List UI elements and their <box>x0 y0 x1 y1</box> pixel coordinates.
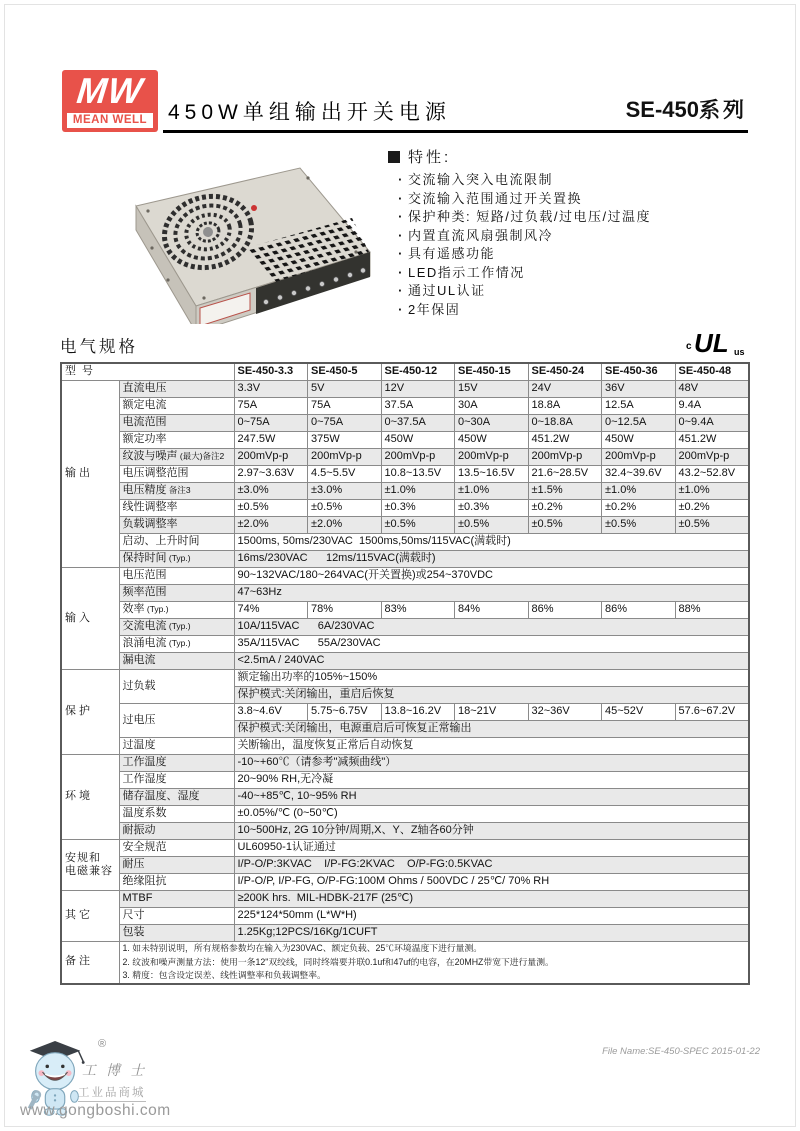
spec-value-span: 47~63Hz <box>234 585 749 602</box>
spec-value-span: 关断输出，温度恢复正常后自动恢复 <box>234 738 749 755</box>
model-column-label: 型号 <box>61 363 234 381</box>
row-label: 包装 <box>119 925 234 942</box>
spec-value: 200mVp-p <box>308 449 382 466</box>
spec-row <box>61 500 749 517</box>
spec-row <box>61 704 749 721</box>
spec-row <box>61 840 749 857</box>
spec-value: 450W <box>602 432 676 449</box>
logo-mean-well-text: MEAN WELL <box>67 113 153 128</box>
spec-value-span: 10A/115VAC 6A/230VAC <box>234 619 749 636</box>
spec-value: 0~75A <box>308 415 382 432</box>
spec-value-span: 16ms/230VAC 12ms/115VAC(满载时) <box>234 551 749 568</box>
feature-text: 2年保固 <box>408 301 461 317</box>
spec-row <box>61 755 749 772</box>
spec-value-span: 额定输出功率的105%~150% <box>234 670 749 687</box>
spec-value: 200mVp-p <box>528 449 602 466</box>
feature-text: 交流输入范围通过开关置换 <box>408 190 583 206</box>
model-name: SE-450-36 <box>602 363 676 381</box>
row-label: 电压范围 <box>119 568 234 585</box>
spec-value: 32.4~39.6V <box>602 466 676 483</box>
spec-value: ±0.2% <box>528 500 602 517</box>
row-label: 安全规范 <box>119 840 234 857</box>
series-name: SE-450 <box>625 97 699 122</box>
spec-value: ±0.5% <box>308 500 382 517</box>
spec-value: 21.6~28.5V <box>528 466 602 483</box>
model-name: SE-450-24 <box>528 363 602 381</box>
spec-row <box>61 789 749 806</box>
label-note: (Typ.) <box>166 638 191 649</box>
spec-value: ±1.0% <box>675 483 749 500</box>
spec-value: 200mVp-p <box>602 449 676 466</box>
bullet-icon: · <box>398 283 404 298</box>
spec-value: ±1.0% <box>381 483 455 500</box>
group-label: 备注 <box>61 942 119 984</box>
bullet-icon: · <box>398 246 404 261</box>
notes-cell <box>119 942 749 984</box>
spec-value: 0~30A <box>455 415 529 432</box>
spec-value: 5V <box>308 381 382 398</box>
row-label: 过电压 <box>119 704 234 738</box>
group-label: 输入 <box>61 568 119 670</box>
bullet-icon: · <box>398 227 404 243</box>
row-label: 过负载 <box>119 670 234 704</box>
label-note: (Typ.) <box>166 553 191 564</box>
label-note: (Typ.) <box>144 604 169 615</box>
spec-value-span: 90~132VAC/180~264VAC(开关置换)或254~370VDC <box>234 568 749 585</box>
spec-value: 12V <box>381 381 455 398</box>
feature-text: LED指示工作情况 <box>408 264 525 280</box>
feature-text: 具有遥感功能 <box>408 246 496 261</box>
ul-certification-icon <box>684 324 748 360</box>
spec-value-span: <2.5mA / 240VAC <box>234 653 749 670</box>
spec-row <box>61 449 749 466</box>
spec-row <box>61 585 749 602</box>
spec-row <box>61 517 749 534</box>
spec-value: ±1.0% <box>602 483 676 500</box>
spec-value: 48V <box>675 381 749 398</box>
page-title: 450W单组输出开关电源 <box>168 101 451 124</box>
spec-value: 0~12.5A <box>602 415 676 432</box>
row-label: 绝缘阻抗 <box>119 874 234 891</box>
spec-value-span: 225*124*50mm (L*W*H) <box>234 908 749 925</box>
spec-value: 450W <box>455 432 529 449</box>
product-photo <box>108 156 373 324</box>
note-line: 2. 纹波和噪声测量方法：使用一条12"双绞线，同时终端要并联0.1uf和47uf的电容，在20MHZ带宽下进行量测。 <box>122 956 554 967</box>
mean-well-logo <box>62 70 158 132</box>
spec-row <box>61 483 749 500</box>
spec-value: 75A <box>308 398 382 415</box>
spec-value: 18~21V <box>455 704 529 721</box>
spec-value-span: UL60950-1认证通过 <box>234 840 749 857</box>
spec-value: 32~36V <box>528 704 602 721</box>
spec-value: 18.8A <box>528 398 602 415</box>
label-note: (最大)备注2 <box>177 451 225 462</box>
spec-value: 78% <box>308 602 382 619</box>
note-line: 1. 如未特别说明，所有规格参数均在输入为230VAC、额定负载、25℃环境温度下进行量测。 <box>122 943 483 953</box>
spec-row <box>61 415 749 432</box>
spec-value: ±0.5% <box>455 517 529 534</box>
spec-value: ±0.2% <box>675 500 749 517</box>
feature-item <box>394 282 768 301</box>
group-label: 环境 <box>61 755 119 840</box>
spec-row <box>61 551 749 568</box>
spec-value: ±2.0% <box>234 517 308 534</box>
spec-row <box>61 568 749 585</box>
registered-mark: ® <box>98 1038 107 1050</box>
spec-value-span: ±0.05%/℃ (0~50℃) <box>234 806 749 823</box>
spec-value-span: -40~+85℃, 10~95% RH <box>234 789 749 806</box>
spec-value-span: 保护模式:关闭输出，电源重启后可恢复正常输出 <box>234 721 749 738</box>
spec-row <box>61 772 749 789</box>
spec-row <box>61 874 749 891</box>
spec-value: 451.2W <box>528 432 602 449</box>
spec-value: ±0.3% <box>381 500 455 517</box>
spec-value-span: I/P-O/P, I/P-FG, O/P-FG:100M Ohms / 500VDC / 25℃/ 70% RH <box>234 874 749 891</box>
group-label: 安规和 电磁兼容 <box>61 840 119 891</box>
series-suffix: 系列 <box>699 99 747 122</box>
row-label: 线性调整率 <box>119 500 234 517</box>
spec-value: ±3.0% <box>308 483 382 500</box>
spec-value: 2.97~3.63V <box>234 466 308 483</box>
spec-value: 13.5~16.5V <box>455 466 529 483</box>
spec-row <box>61 670 749 687</box>
spec-value: 75A <box>234 398 308 415</box>
spec-value: 37.5A <box>381 398 455 415</box>
spec-value: 45~52V <box>602 704 676 721</box>
row-label: 工作湿度 <box>119 772 234 789</box>
feature-item <box>394 245 768 264</box>
ul-mark-main: UL <box>694 328 729 358</box>
spec-row <box>61 806 749 823</box>
spec-row <box>61 942 749 984</box>
spec-value: 0~37.5A <box>381 415 455 432</box>
spec-row <box>61 602 749 619</box>
spec-row <box>61 823 749 840</box>
spec-value: 200mVp-p <box>675 449 749 466</box>
row-label: 保持时间 (Typ.) <box>119 551 234 568</box>
spec-value: 83% <box>381 602 455 619</box>
model-name: SE-450-15 <box>455 363 529 381</box>
row-label: 耐振动 <box>119 823 234 840</box>
spec-table <box>60 362 750 985</box>
row-label: 负载调整率 <box>119 517 234 534</box>
row-label: 频率范围 <box>119 585 234 602</box>
group-label: 保护 <box>61 670 119 755</box>
row-label: 温度系数 <box>119 806 234 823</box>
row-label: 直流电压 <box>119 381 234 398</box>
spec-value: 30A <box>455 398 529 415</box>
spec-value: 375W <box>308 432 382 449</box>
bullet-icon: · <box>398 301 404 317</box>
fan-label-dot <box>251 205 257 211</box>
features-heading-text: 特性: <box>408 149 452 166</box>
spec-value: 24V <box>528 381 602 398</box>
spec-value-span: I/P-O/P:3KVAC I/P-FG:2KVAC O/P-FG:0.5KVAC <box>234 857 749 874</box>
row-label: 工作温度 <box>119 755 234 772</box>
spec-value: 200mVp-p <box>234 449 308 466</box>
spec-row <box>61 619 749 636</box>
spec-value-span: 保护模式:关闭输出，重启后恢复 <box>234 687 749 704</box>
spec-row <box>61 653 749 670</box>
spec-row <box>61 891 749 908</box>
spec-row <box>61 636 749 653</box>
row-label: 浪涌电流 (Typ.) <box>119 636 234 653</box>
website-link[interactable]: www.gongboshi.com <box>20 1102 171 1119</box>
features-list <box>394 171 768 319</box>
spec-value: ±0.5% <box>528 517 602 534</box>
feature-text: 交流输入突入电流限制 <box>408 172 554 187</box>
header-rule <box>163 130 748 133</box>
row-label: 启动、上升时间 <box>119 534 234 551</box>
bullet-icon: · <box>398 172 404 187</box>
spec-value: 86% <box>528 602 602 619</box>
ul-mark-c: c <box>686 341 692 352</box>
feature-item <box>394 227 768 246</box>
features-heading <box>388 146 768 167</box>
features-section <box>388 146 768 319</box>
spec-value: 13.8~16.2V <box>381 704 455 721</box>
spec-row <box>61 398 749 415</box>
spec-value: 451.2W <box>675 432 749 449</box>
row-label: 纹波与噪声 (最大)备注2 <box>119 449 234 466</box>
spec-row <box>61 432 749 449</box>
model-name: SE-450-12 <box>381 363 455 381</box>
spec-value: 74% <box>234 602 308 619</box>
spec-row <box>61 925 749 942</box>
row-label: 电压调整范围 <box>119 466 234 483</box>
square-bullet-icon <box>388 151 400 163</box>
model-header-row <box>61 363 749 381</box>
row-label: 耐压 <box>119 857 234 874</box>
spec-value-span: 1.25Kg;12PCS/16Kg/1CUFT <box>234 925 749 942</box>
row-label: 额定功率 <box>119 432 234 449</box>
spec-row <box>61 908 749 925</box>
row-label: MTBF <box>119 891 234 908</box>
spec-value: 5.75~6.75V <box>308 704 382 721</box>
spec-value-span: ≥200K hrs. MIL-HDBK-217F (25℃) <box>234 891 749 908</box>
spec-value: 84% <box>455 602 529 619</box>
spec-row <box>61 466 749 483</box>
row-label: 过温度 <box>119 738 234 755</box>
model-name: SE-450-48 <box>675 363 749 381</box>
spec-value: 200mVp-p <box>381 449 455 466</box>
spec-value-span: 35A/115VAC 55A/230VAC <box>234 636 749 653</box>
feature-text: 内置直流风扇强制风冷 <box>408 227 554 243</box>
row-label: 交流电流 (Typ.) <box>119 619 234 636</box>
row-label: 漏电流 <box>119 653 234 670</box>
logo-mw-text: MW <box>74 70 146 111</box>
feature-text: 通过UL认证 <box>408 283 486 298</box>
row-label: 电流范围 <box>119 415 234 432</box>
note-line: 3. 精度：包含设定误差、线性调整率和负载调整率。 <box>122 970 326 980</box>
spec-row <box>61 857 749 874</box>
model-name: SE-450-5 <box>308 363 382 381</box>
row-label: 尺寸 <box>119 908 234 925</box>
feature-item <box>394 171 768 190</box>
row-label: 效率 (Typ.) <box>119 602 234 619</box>
spec-section-title: 电气规格 <box>60 338 138 356</box>
feature-item <box>394 208 768 227</box>
spec-value: ±0.5% <box>602 517 676 534</box>
row-label: 储存温度、湿度 <box>119 789 234 806</box>
spec-value: 3.3V <box>234 381 308 398</box>
series-title <box>626 94 747 124</box>
spec-value: ±0.2% <box>602 500 676 517</box>
spec-value: ±1.0% <box>455 483 529 500</box>
spec-row <box>61 381 749 398</box>
spec-value: 86% <box>602 602 676 619</box>
spec-value: 450W <box>381 432 455 449</box>
feature-text: 保护种类: 短路/过负载/过电压/过温度 <box>408 209 652 224</box>
bullet-icon: · <box>398 190 404 206</box>
spec-value: 247.5W <box>234 432 308 449</box>
spec-value: 43.2~52.8V <box>675 466 749 483</box>
file-name-info: File Name:SE-450-SPEC 2015-01-22 <box>602 1046 760 1057</box>
row-label: 电压精度 备注3 <box>119 483 234 500</box>
spec-value: 4.5~5.5V <box>308 466 382 483</box>
feature-item <box>394 264 768 283</box>
spec-value: 0~75A <box>234 415 308 432</box>
brand-subtitle: 工业品商城 <box>78 1084 146 1102</box>
label-note: 备注3 <box>166 485 191 496</box>
spec-row <box>61 738 749 755</box>
spec-value: 200mVp-p <box>455 449 529 466</box>
feature-item <box>394 190 768 209</box>
spec-value: 0~9.4A <box>675 415 749 432</box>
spec-value: ±3.0% <box>234 483 308 500</box>
spec-value: ±0.3% <box>455 500 529 517</box>
spec-value: ±0.5% <box>675 517 749 534</box>
spec-value-span: 10~500Hz, 2G 10分钟/周期,X、Y、Z轴各60分钟 <box>234 823 749 840</box>
group-label: 输出 <box>61 381 119 568</box>
model-name: SE-450-3.3 <box>234 363 308 381</box>
spec-value: 88% <box>675 602 749 619</box>
spec-value-span: 1500ms, 50ms/230VAC 1500ms,50ms/115VAC(满载时) <box>234 534 749 551</box>
ul-mark-us: us <box>734 347 745 357</box>
spec-value: 57.6~67.2V <box>675 704 749 721</box>
spec-value: 36V <box>602 381 676 398</box>
spec-value: 12.5A <box>602 398 676 415</box>
brand-name: 工博士 <box>82 1062 154 1078</box>
spec-value-span: 20~90% RH,无冷凝 <box>234 772 749 789</box>
spec-value-span: -10~+60℃（请参考"减频曲线"） <box>234 755 749 772</box>
spec-value: 3.8~4.6V <box>234 704 308 721</box>
bullet-icon: · <box>398 209 404 224</box>
bullet-icon: · <box>398 264 404 280</box>
spec-row <box>61 534 749 551</box>
spec-value: ±0.5% <box>234 500 308 517</box>
spec-value: 15V <box>455 381 529 398</box>
feature-item <box>394 301 768 320</box>
row-label: 额定电流 <box>119 398 234 415</box>
spec-value: ±2.0% <box>308 517 382 534</box>
spec-value: ±1.5% <box>528 483 602 500</box>
spec-value: ±0.5% <box>381 517 455 534</box>
spec-value: 9.4A <box>675 398 749 415</box>
group-label: 其它 <box>61 891 119 942</box>
spec-value: 0~18.8A <box>528 415 602 432</box>
spec-value: 10.8~13.5V <box>381 466 455 483</box>
label-note: (Typ.) <box>166 621 191 632</box>
